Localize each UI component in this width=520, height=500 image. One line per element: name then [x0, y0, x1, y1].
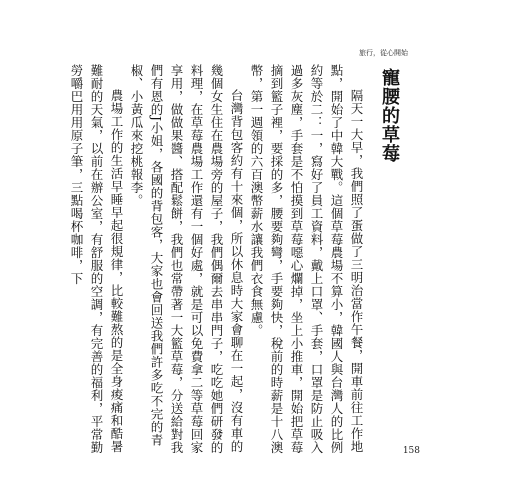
running-header: 旅行，從心開始 [359, 49, 408, 57]
page-number: 158 [402, 446, 420, 456]
paragraph: 隔天一大早，我們照了蛋做了三明治當作午餐，開車前往工作地點，開始了中韓大戰。這個草莓農場不算小，韓國人與台灣人的比例約等於二：一，寫好了員工資料，戴上口罩、手套，口罩是防止吸入過多灰塵，手套是不怕摸到草莓噁心爛掉，坐上小推車，開始把草莓摘到籃子裡，要採的多，腰要夠彎，手要夠快，稅前的時薪是十八澳幣，第一週領的六百澳幣薪水讓我們衣食無慮。 [249, 64, 364, 454]
chapter-title: 寵腰的草莓 [379, 68, 400, 163]
body-text-column-block [66, 64, 402, 464]
paragraph: 台灣背包客約有十來個，所以休息時大家會聊在一起，沒有車的幾個女生住在農場旁的屋子，我們偶爾去串串門子，吃吃她們研發的料理，在草莓農場工作還有一個好處，就是可以免費拿二等草莓回家享用，做做果醬、搭配鬆餅，我們也常帶著一大籃草莓，分送給對我們有恩的J小姐，各國的背包客，大家也會回送我們許多吃不完的青椒、小黃瓜來挖桃報李。 [129, 64, 244, 454]
paragraph: 農場工作的生活早睡早起很規律，比較難熬的是全身痠痛和酷暑難耐的天氣，以前在辦公室，有舒服的空調，有完善的福利，平常勤勞嚼巴用用原子筆，三點喝杯咖啡，下 [69, 64, 124, 454]
